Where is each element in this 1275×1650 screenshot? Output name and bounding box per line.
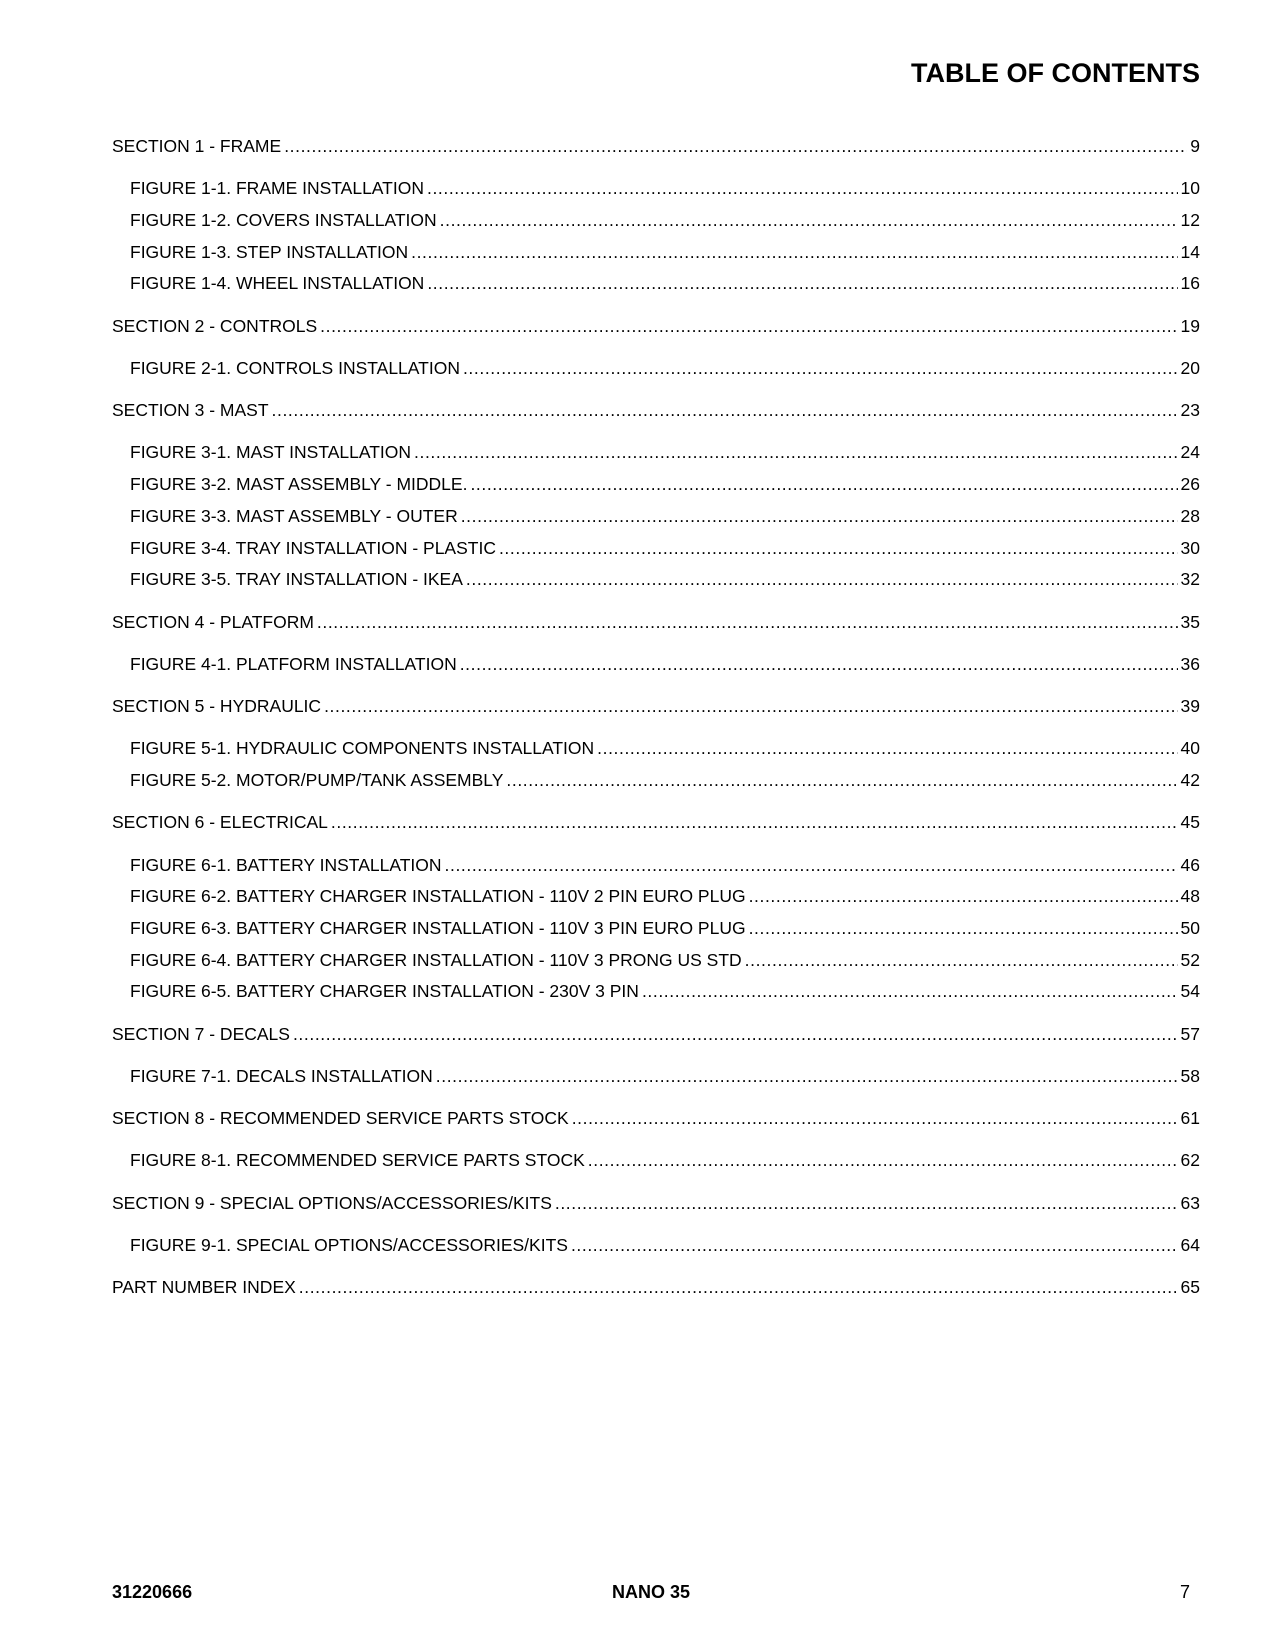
- toc-figure-entry[interactable]: [112, 1230, 1200, 1262]
- toc-dot-leader: [411, 237, 1177, 269]
- toc-entry-label: FIGURE 9-1. SPECIAL OPTIONS/ACCESSORIES/KITS: [130, 1235, 568, 1256]
- toc-entry-label: FIGURE 6-2. BATTERY CHARGER INSTALLATION - 110V 2 PIN EURO PLUG: [130, 886, 746, 907]
- toc-dot-leader: [331, 807, 1178, 839]
- toc-dot-leader: [506, 765, 1177, 797]
- toc-dot-leader: [440, 205, 1178, 237]
- toc-figure-entry[interactable]: [112, 469, 1200, 501]
- toc-dot-leader: [293, 1019, 1178, 1051]
- footer-model: NANO 35: [611, 1582, 691, 1602]
- toc-figure-entry[interactable]: [112, 649, 1200, 681]
- footer-doc-number: 31220666: [112, 1582, 193, 1602]
- toc-figure-entry[interactable]: [112, 913, 1200, 945]
- toc-entry-label: FIGURE 7-1. DECALS INSTALLATION: [130, 1065, 433, 1086]
- toc-dot-leader: [555, 1188, 1178, 1220]
- toc-entry-label: PART NUMBER INDEX: [112, 1277, 296, 1298]
- toc-entry-label: SECTION 9 - SPECIAL OPTIONS/ACCESSORIES/KITS: [112, 1192, 552, 1213]
- toc-figure-entry[interactable]: [112, 881, 1200, 913]
- toc-entry-label: FIGURE 8-1. RECOMMENDED SERVICE PARTS STOCK: [130, 1150, 585, 1171]
- toc-entry-page-number: 20: [1180, 357, 1200, 378]
- toc-dot-leader: [499, 533, 1178, 565]
- page-title: TABLE OF CONTENTS: [911, 58, 1200, 88]
- toc-dot-leader: [588, 1145, 1178, 1177]
- toc-section-entry[interactable]: [112, 131, 1200, 163]
- toc-entry-page-number: 28: [1180, 505, 1200, 526]
- toc-dot-leader: [597, 733, 1177, 765]
- toc-dot-leader: [745, 945, 1178, 977]
- toc-dot-leader: [317, 607, 1178, 639]
- toc-entry-label: FIGURE 5-2. MOTOR/PUMP/TANK ASSEMBLY: [130, 770, 504, 791]
- toc-dot-leader: [749, 913, 1178, 945]
- toc-entry-label: FIGURE 5-1. HYDRAULIC COMPONENTS INSTALLATION: [130, 738, 595, 759]
- toc-dot-leader: [572, 1103, 1178, 1135]
- toc-section-entry[interactable]: [112, 1188, 1200, 1220]
- toc-entry-page-number: 54: [1180, 981, 1200, 1002]
- toc-entry-page-number: 12: [1180, 209, 1200, 230]
- toc-entry-label: FIGURE 3-1. MAST INSTALLATION: [130, 442, 412, 463]
- toc-entry-page-number: 39: [1180, 696, 1200, 717]
- toc-figure-entry[interactable]: [112, 1145, 1200, 1177]
- toc-figure-entry[interactable]: [112, 237, 1200, 269]
- toc-entry-page-number: 30: [1180, 537, 1200, 558]
- toc-entry-page-number: 58: [1180, 1065, 1200, 1086]
- toc-dot-leader: [749, 881, 1178, 913]
- toc-entry-label: SECTION 7 - DECALS: [112, 1023, 290, 1044]
- toc-entry-page-number: 45: [1180, 812, 1200, 833]
- toc-figure-entry[interactable]: [112, 765, 1200, 797]
- toc-figure-entry[interactable]: [112, 501, 1200, 533]
- toc-entry-page-number: 32: [1180, 569, 1200, 590]
- toc-dot-leader: [460, 649, 1178, 681]
- toc-dot-leader: [284, 131, 1187, 163]
- toc-entry-label: FIGURE 6-4. BATTERY CHARGER INSTALLATION - 110V 3 PRONG US STD: [130, 949, 742, 970]
- toc-entry-label: FIGURE 1-1. FRAME INSTALLATION: [130, 178, 424, 199]
- toc-dot-leader: [470, 469, 1177, 501]
- toc-entry-label: FIGURE 4-1. PLATFORM INSTALLATION: [130, 653, 457, 674]
- toc-section-entry[interactable]: [112, 807, 1200, 839]
- toc-entry-page-number: 9: [1190, 136, 1200, 156]
- toc-section-entry[interactable]: [112, 1019, 1200, 1051]
- toc-dot-leader: [414, 437, 1178, 469]
- toc-entry-page-number: 16: [1180, 273, 1200, 294]
- toc-entry-label: FIGURE 3-3. MAST ASSEMBLY - OUTER: [130, 505, 458, 526]
- toc-figure-entry[interactable]: [112, 976, 1200, 1008]
- toc-entry-page-number: 65: [1180, 1277, 1200, 1298]
- toc-figure-entry[interactable]: [112, 945, 1200, 977]
- toc-dot-leader: [299, 1272, 1178, 1304]
- toc-entry-page-number: 63: [1180, 1192, 1200, 1213]
- toc-entry-page-number: 36: [1180, 653, 1200, 674]
- toc-figure-entry[interactable]: [112, 1061, 1200, 1093]
- toc-entry-label: SECTION 8 - RECOMMENDED SERVICE PARTS STOCK: [112, 1108, 569, 1129]
- toc-entry-page-number: 62: [1180, 1150, 1200, 1171]
- toc-dot-leader: [466, 564, 1178, 596]
- toc-entry-page-number: 57: [1180, 1023, 1200, 1044]
- toc-entry-label: SECTION 2 - CONTROLS: [112, 315, 318, 336]
- toc-entry-page-number: 61: [1180, 1108, 1200, 1129]
- toc-entry-page-number: 52: [1180, 949, 1200, 970]
- toc-figure-entry[interactable]: [112, 850, 1200, 882]
- toc-figure-entry[interactable]: [112, 268, 1200, 300]
- toc-section-entry[interactable]: [112, 311, 1200, 343]
- toc-entry-page-number: 50: [1180, 917, 1200, 938]
- toc-entry-label: SECTION 3 - MAST: [112, 400, 269, 421]
- toc-entry-label: SECTION 6 - ELECTRICAL: [112, 812, 328, 833]
- toc-entry-label: SECTION 1 - FRAME: [112, 136, 282, 156]
- toc-entry-page-number: 10: [1180, 178, 1200, 199]
- toc-entry-page-number: 40: [1180, 738, 1200, 759]
- page-footer: [112, 1582, 1190, 1612]
- toc-dot-leader: [642, 976, 1178, 1008]
- toc-section-entry[interactable]: [112, 607, 1200, 639]
- toc-section-entry[interactable]: [112, 1103, 1200, 1135]
- toc-entry-label: FIGURE 3-2. MAST ASSEMBLY - MIDDLE.: [130, 474, 468, 495]
- toc-section-entry[interactable]: [112, 691, 1200, 723]
- toc-entry-label: FIGURE 3-5. TRAY INSTALLATION - IKEA: [130, 569, 463, 590]
- toc-dot-leader: [427, 173, 1178, 205]
- toc-dot-leader: [272, 395, 1178, 427]
- toc-entry-label: FIGURE 3-4. TRAY INSTALLATION - PLASTIC: [130, 537, 496, 558]
- toc-entry-page-number: 35: [1180, 611, 1200, 632]
- toc-figure-entry[interactable]: [112, 733, 1200, 765]
- toc-entry-label: SECTION 4 - PLATFORM: [112, 611, 314, 632]
- toc-entry-page-number: 14: [1180, 241, 1200, 262]
- toc-entry-label: FIGURE 6-3. BATTERY CHARGER INSTALLATION - 110V 3 PIN EURO PLUG: [130, 917, 746, 938]
- toc-figure-entry[interactable]: [112, 533, 1200, 565]
- toc-dot-leader: [463, 353, 1178, 385]
- toc-entry-page-number: 42: [1180, 770, 1200, 791]
- toc-entry-page-number: 24: [1180, 442, 1200, 463]
- toc-entry-page-number: 48: [1180, 886, 1200, 907]
- toc-entry-label: FIGURE 6-5. BATTERY CHARGER INSTALLATION - 230V 3 PIN: [130, 981, 639, 1002]
- toc-entry-label: FIGURE 1-3. STEP INSTALLATION: [130, 241, 409, 262]
- toc-entry-label: FIGURE 6-1. BATTERY INSTALLATION: [130, 854, 442, 875]
- toc-dot-leader: [436, 1061, 1178, 1093]
- toc-entry-page-number: 23: [1180, 400, 1200, 421]
- toc-section-entry[interactable]: [112, 1272, 1200, 1304]
- toc-entry-page-number: 26: [1180, 474, 1200, 495]
- toc-dot-leader: [427, 268, 1177, 300]
- toc-figure-entry[interactable]: [112, 564, 1200, 596]
- toc-dot-leader: [320, 311, 1177, 343]
- toc-figure-entry[interactable]: [112, 173, 1200, 205]
- toc-figure-entry[interactable]: [112, 353, 1200, 385]
- toc-entry-page-number: 46: [1180, 854, 1200, 875]
- toc-entry-label: FIGURE 2-1. CONTROLS INSTALLATION: [130, 357, 460, 378]
- toc-figure-entry[interactable]: [112, 205, 1200, 237]
- toc-figure-entry[interactable]: [112, 437, 1200, 469]
- toc-entry-page-number: 19: [1180, 315, 1200, 336]
- toc-entry-label: FIGURE 1-4. WHEEL INSTALLATION: [130, 273, 425, 294]
- toc-dot-leader: [324, 691, 1177, 723]
- toc-entry-label: SECTION 5 - HYDRAULIC: [112, 696, 322, 717]
- toc-dot-leader: [461, 501, 1178, 533]
- toc-entry-page-number: 64: [1180, 1235, 1200, 1256]
- toc-dot-leader: [571, 1230, 1178, 1262]
- toc-section-entry[interactable]: [112, 395, 1200, 427]
- toc-dot-leader: [445, 850, 1178, 882]
- footer-page-number: 7: [1179, 1582, 1190, 1602]
- table-of-contents: [112, 131, 1200, 1304]
- toc-entry-label: FIGURE 1-2. COVERS INSTALLATION: [130, 209, 437, 230]
